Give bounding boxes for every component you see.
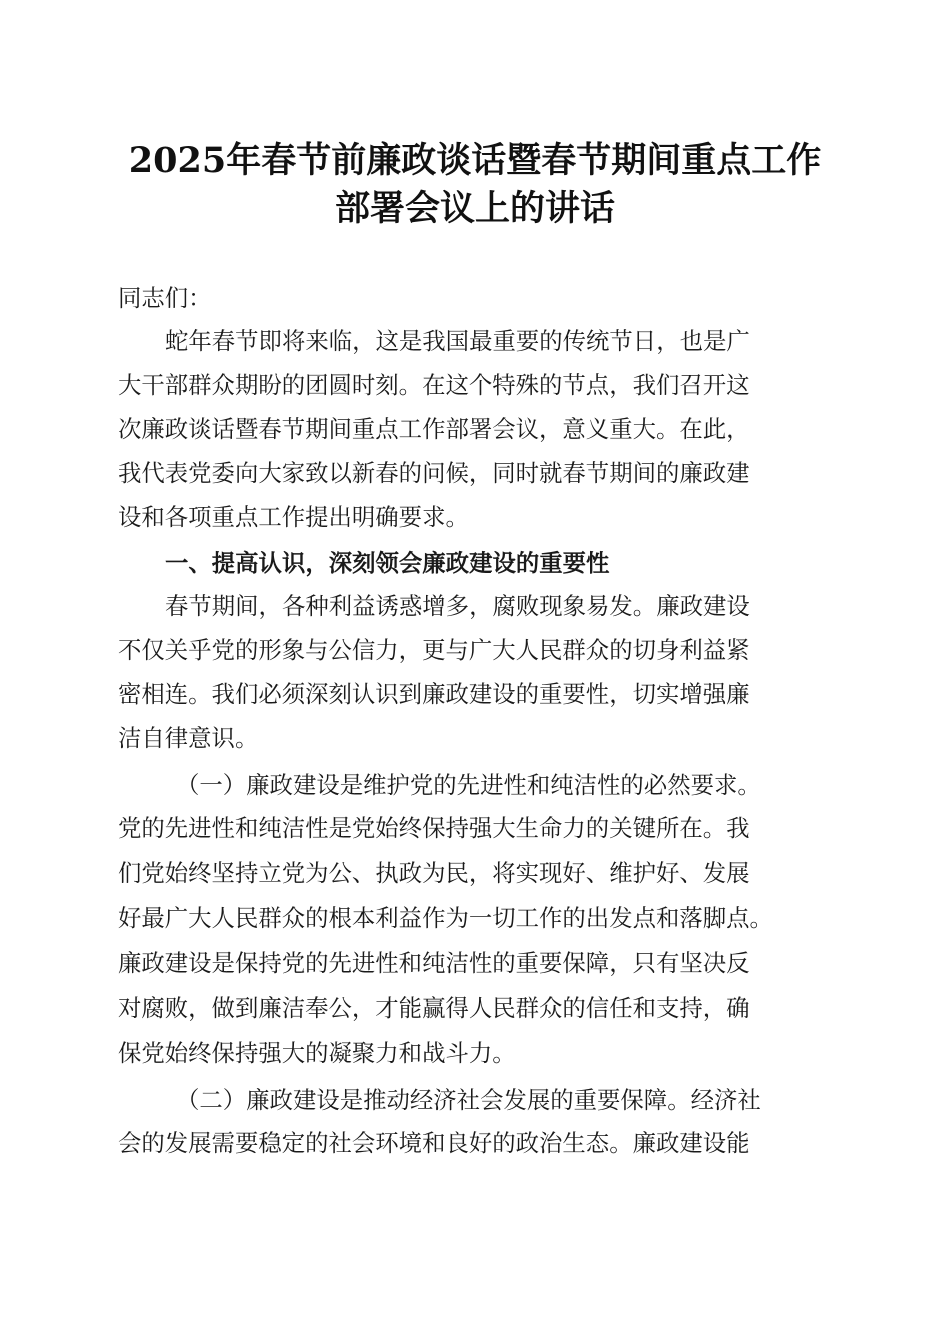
document-title-line-1: 2025年春节前廉政谈话暨春节期间重点工作 xyxy=(128,140,822,181)
sub-1-heading-line: （一）廉政建设是维护党的先进性和纯洁性的必然要求。 xyxy=(176,771,761,799)
document-title-line-2: 部署会议上的讲话 xyxy=(334,188,615,229)
sub-2-heading-line: （二）廉政建设是推动经济社会发展的重要保障。经济社 xyxy=(176,1086,761,1114)
sub-1-line: 保党始终保持强大的凝聚力和战斗力。 xyxy=(118,1039,516,1067)
intro-line: 蛇年春节即将来临，这是我国最重要的传统节日，也是广 xyxy=(165,327,750,355)
sub-1-line: 们党始终坚持立党为公、执政为民，将实现好、维护好、发展 xyxy=(118,859,750,887)
intro-line: 大干部群众期盼的团圆时刻。在这个特殊的节点，我们召开这 xyxy=(118,371,750,399)
sub-1-line: 党的先进性和纯洁性是党始终保持强大生命力的关键所在。我 xyxy=(118,814,750,842)
sub-1-line: 廉政建设是保持党的先进性和纯洁性的重要保障，只有坚决反 xyxy=(118,949,750,977)
section-1-line: 洁自律意识。 xyxy=(118,724,259,752)
intro-line: 次廉政谈话暨春节期间重点工作部署会议，意义重大。在此， xyxy=(118,415,750,443)
section-1-heading: 一、提高认识，深刻领会廉政建设的重要性 xyxy=(165,549,610,577)
section-1-line: 密相连。我们必须深刻认识到廉政建设的重要性，切实增强廉 xyxy=(118,680,750,708)
salutation: 同志们： xyxy=(118,284,212,312)
intro-line: 设和各项重点工作提出明确要求。 xyxy=(118,503,469,531)
sub-1-line: 对腐败，做到廉洁奉公，才能赢得人民群众的信任和支持，确 xyxy=(118,994,750,1022)
sub-1-line: 好最广大人民群众的根本利益作为一切工作的出发点和落脚点。 xyxy=(118,904,773,932)
intro-line: 我代表党委向大家致以新春的问候，同时就春节期间的廉政建 xyxy=(118,459,750,487)
sub-2-line: 会的发展需要稳定的社会环境和良好的政治生态。廉政建设能 xyxy=(118,1129,750,1157)
section-1-line: 不仅关乎党的形象与公信力，更与广大人民群众的切身利益紧 xyxy=(118,636,750,664)
section-1-line: 春节期间，各种利益诱惑增多，腐败现象易发。廉政建设 xyxy=(165,592,750,620)
